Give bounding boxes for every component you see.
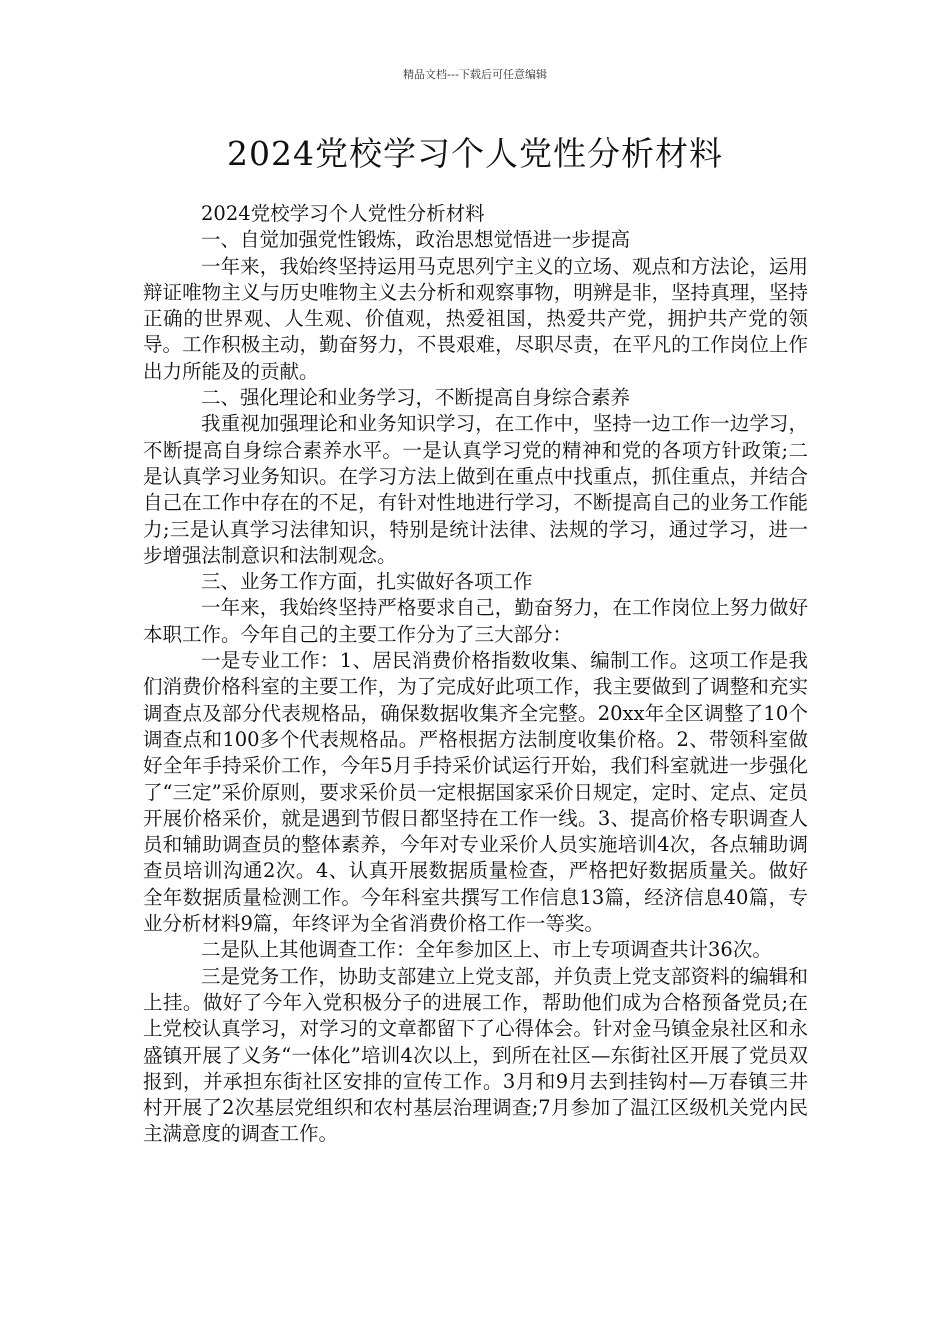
section-heading-2: 二、强化理论和业务学习，不断提高自身综合素养 xyxy=(201,386,631,410)
section-heading-1: 一、自觉加强党性锻炼，政治思想觉悟进一步提高 xyxy=(201,228,631,252)
section-heading-3: 三、业务工作方面，扎实做好各项工作 xyxy=(201,570,533,594)
body-paragraph: 二是队上其他调查工作：全年参加区上、市上专项调查共计36次。 xyxy=(201,938,772,962)
body-paragraph: 我重视加强理论和业务知识学习，在工作中，坚持一边工作一边学习，不断提高自身综合素养水平。一是认真学习党的精神和党的各项方针政策;二是认真学习业务知识。在学习方法上做到在重点中找重点，抓住重点，并结合自己在工作中存在的不足，有针对性地进行学习，不断提高自己的业务工作能力;三是认真学习法律知识，特别是统计法律、法规的学习，通过学习，进一步增强法制意识和法制观念。 xyxy=(143,412,808,567)
body-paragraph: 一年来，我始终坚持严格要求自己，勤奋努力，在工作岗位上努力做好本职工作。今年自己的主要工作分为了三大部分： xyxy=(143,596,808,646)
body-paragraph: 一是专业工作：1、居民消费价格指数收集、编制工作。这项工作是我们消费价格科室的主要工作，为了完成好此项工作，我主要做到了调整和充实调查点及部分代表规格品，确保数据收集齐全完整。20xx年全区调整了10个调查点和100多个代表规格品。严格根据方法制度收集价格。2、带领科室做好全年手持采价工作，今年5月手持采价试运行开始，我们科室就进一步强化了“三定”采价原则，要求采价员一定根据国家采价日规定，定时、定点、定员开展价格采价，就是遇到节假日都坚持在工作一线。3、提高价格专职调查人员和辅助调查员的整体素养，今年对专业采价人员实施培训4次，各点辅助调查员培训沟通2次。4、认真开展数据质量检查，严格把好数据质量关。做好全年数据质量检测工作。今年科室共撰写工作信息13篇，经济信息40篇，专业分析材料9篇，年终评为全省消费价格工作一等奖。 xyxy=(143,649,808,936)
document-body xyxy=(143,201,808,1148)
page-header: 精品文档---下载后可任意编辑 xyxy=(403,68,547,81)
body-paragraph: 一年来，我始终坚持运用马克思列宁主义的立场、观点和方法论，运用辩证唯物主义与历史唯物主义去分析和观察事物，明辨是非，坚持真理，坚持正确的世界观、人生观、价值观，热爱祖国，热爱共产党，拥护共产党的领导。工作积极主动，勤奋努力，不畏艰难，尽职尽责，在平凡的工作岗位上作出力所能及的贡献。 xyxy=(143,254,808,383)
body-paragraph: 三是党务工作，协助支部建立上党支部，并负责上党支部资料的编辑和上挂。做好了今年入党积极分子的进展工作，帮助他们成为合格预备党员;在上党校认真学习，对学习的文章都留下了心得体会。针对金马镇金泉社区和永盛镇开展了义务“一体化”培训4次以上，到所在社区—东街社区开展了党员双报到，并承担东街社区安排的宣传工作。3月和9月去到挂钩村—万春镇三井村开展了2次基层党组织和农村基层治理调查;7月参加了温江区级机关党内民主满意度的调查工作。 xyxy=(143,964,808,1146)
repeated-title-paragraph: 2024党校学习个人党性分析材料 xyxy=(201,202,485,225)
document-title: 2024党校学习个人党性分析材料 xyxy=(227,134,723,173)
